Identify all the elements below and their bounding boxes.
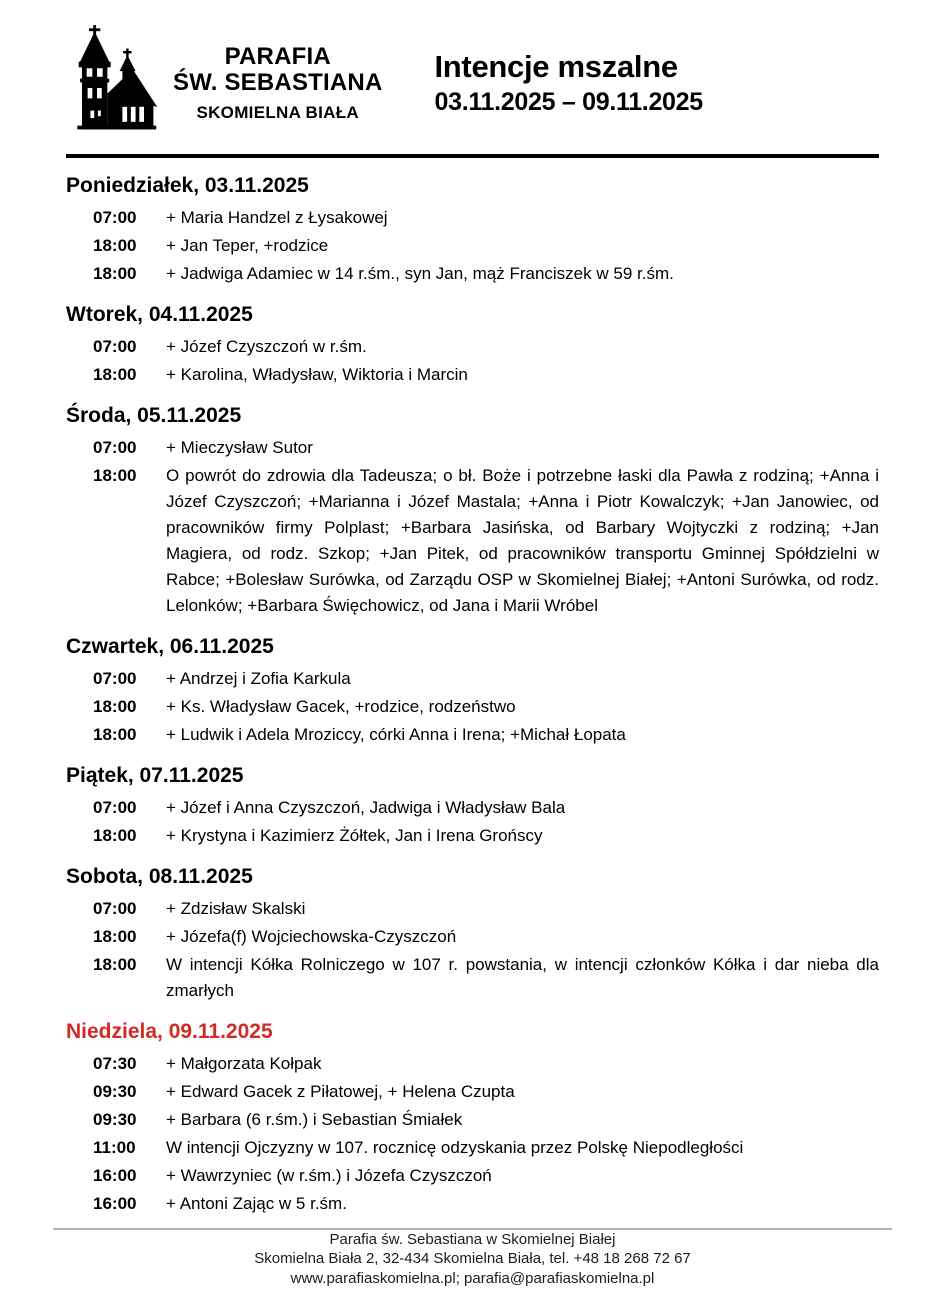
- mass-intention: + Mieczysław Sutor: [166, 438, 313, 457]
- mass-intention: + Edward Gacek z Piłatowej, + Helena Czupta: [166, 1082, 515, 1101]
- date-range: 03.11.2025 – 09.11.2025: [434, 88, 703, 116]
- mass-intention: + Andrzej i Zofia Karkula: [166, 669, 351, 688]
- mass-entry: [66, 924, 879, 950]
- mass-time: 07:00: [93, 337, 137, 356]
- parish-name-line3: SKOMIELNA BIAŁA: [196, 102, 359, 122]
- church-logo-icon: [66, 24, 160, 142]
- mass-entry: [66, 334, 879, 360]
- mass-intention: + Ludwik i Adela Mroziccy, córki Anna i Irena; +Michał Łopata: [166, 725, 626, 744]
- parish-name: [173, 44, 382, 122]
- mass-intention: + Józef Czyszczoń w r.śm.: [166, 337, 367, 356]
- mass-entry: [66, 205, 879, 231]
- mass-entry: [66, 1135, 879, 1161]
- mass-entry: [66, 463, 879, 619]
- mass-time: 18:00: [93, 927, 137, 946]
- day-heading: Środa, 05.11.2025: [66, 404, 242, 427]
- mass-intention: + Wawrzyniec (w r.śm.) i Józefa Czyszczoń: [166, 1166, 492, 1185]
- header: [66, 24, 879, 142]
- day-section: [66, 865, 879, 1004]
- footer-address-phone: Skomielna Biała 2, 32-434 Skomielna Biała, tel. +48 18 268 72 67: [254, 1250, 691, 1267]
- mass-entry: [66, 722, 879, 748]
- day-section: [66, 764, 879, 849]
- day-heading: Sobota, 08.11.2025: [66, 865, 253, 888]
- mass-entry: [66, 261, 879, 287]
- mass-intention: + Małgorzata Kołpak: [166, 1054, 322, 1073]
- mass-entry: [66, 896, 879, 922]
- mass-intention: + Maria Handzel z Łysakowej: [166, 208, 388, 227]
- mass-entry: [66, 435, 879, 461]
- mass-time: 18:00: [93, 264, 137, 283]
- mass-entry: [66, 1107, 879, 1133]
- parish-brand: [66, 24, 382, 142]
- mass-time: 18:00: [93, 826, 137, 845]
- mass-entry: [66, 952, 879, 1004]
- mass-time: 07:00: [93, 669, 137, 688]
- day-heading: Poniedziałek, 03.11.2025: [66, 174, 309, 197]
- mass-entry: [66, 1079, 879, 1105]
- parish-name-line2: ŚW. SEBASTIANA: [173, 69, 383, 97]
- day-section: [66, 303, 879, 388]
- mass-time: 18:00: [93, 236, 137, 255]
- mass-intention: + Józefa(f) Wojciechowska-Czyszczoń: [166, 927, 457, 946]
- mass-entry: [66, 233, 879, 259]
- mass-entry: [66, 1191, 879, 1217]
- mass-entry: [66, 795, 879, 821]
- mass-entry: [66, 823, 879, 849]
- mass-intention: W intencji Kółka Rolniczego w 107 r. powstania, w intencji członków Kółka i dar nieba dla zmarłych: [166, 955, 879, 1000]
- mass-time: 11:00: [93, 1138, 136, 1157]
- mass-time: 16:00: [93, 1166, 137, 1185]
- mass-time: 07:00: [93, 208, 137, 227]
- mass-time: 18:00: [93, 725, 137, 744]
- mass-intention: + Ks. Władysław Gacek, +rodzice, rodzeństwo: [166, 697, 516, 716]
- mass-intention: + Antoni Zając w 5 r.śm.: [166, 1194, 347, 1213]
- mass-time: 09:30: [93, 1082, 137, 1101]
- footer-web-email: www.parafiaskomielna.pl; parafia@parafiaskomielna.pl: [290, 1269, 655, 1287]
- mass-time: 16:00: [93, 1194, 137, 1213]
- mass-time: 18:00: [93, 466, 137, 485]
- schedule: [66, 158, 879, 1219]
- mass-time: 18:00: [93, 365, 137, 384]
- mass-entry: [66, 362, 879, 388]
- mass-intention: O powrót do zdrowia dla Tadeusza; o bł. Boże i potrzebne łaski dla Pawła z rodziną; +Anna i Józef Czyszczoń; +Marianna i Józef Mastala; +Anna i Piotr Kowalczyk; +Jan Janowiec, od pracowników firmy Polplast; +Barbara Jasińska, od Barbary Wojtyczki z rodziną; +Jan Magiera, od rodz. Szkop; +Jan Pitek, od pracowników transportu Gminnej Spółdzielni w Rabce; +Bolesław Surówka, od Zarządu OSP w Skomielnej Białej; +Antoni Surówka, od rodz. Lelonków; +Barbara Święchowicz, od Jana i Marii Wróbel: [166, 466, 879, 615]
- mass-time: 07:00: [93, 798, 137, 817]
- mass-time: 18:00: [93, 955, 137, 974]
- day-section: [66, 404, 879, 619]
- mass-intention: + Zdzisław Skalski: [166, 899, 306, 918]
- day-heading: Wtorek, 04.11.2025: [66, 303, 253, 326]
- mass-intention: + Jadwiga Adamiec w 14 r.śm., syn Jan, mąż Franciszek w 59 r.śm.: [166, 264, 674, 283]
- mass-entry: [66, 694, 879, 720]
- mass-intention: + Barbara (6 r.śm.) i Sebastian Śmiałek: [166, 1110, 463, 1129]
- mass-entry: [66, 1163, 879, 1189]
- mass-entry: [66, 666, 879, 692]
- mass-time: 18:00: [93, 697, 137, 716]
- mass-intention: + Jan Teper, +rodzice: [166, 236, 329, 255]
- mass-time: 07:00: [93, 438, 137, 457]
- mass-time: 07:00: [93, 899, 137, 918]
- day-section: [66, 174, 879, 287]
- mass-intention: W intencji Ojczyzny w 107. rocznicę odzyskania przez Polskę Niepodległości: [166, 1138, 744, 1157]
- mass-intention: + Krystyna i Kazimierz Żółtek, Jan i Irena Grońscy: [166, 826, 543, 845]
- page-title: Intencje mszalne: [434, 49, 678, 84]
- mass-entry: [66, 1051, 879, 1077]
- footer: [66, 1228, 879, 1288]
- day-section: [66, 635, 879, 748]
- mass-time: 09:30: [93, 1110, 137, 1129]
- day-section: [66, 1020, 879, 1217]
- mass-intention: + Józef i Anna Czyszczoń, Jadwiga i Władysław Bala: [166, 798, 566, 817]
- day-heading: Niedziela, 09.11.2025: [66, 1020, 273, 1043]
- day-heading: Czwartek, 06.11.2025: [66, 635, 274, 658]
- mass-time: 07:30: [93, 1054, 137, 1073]
- day-heading: Piątek, 07.11.2025: [66, 764, 244, 787]
- parish-name-line1: PARAFIA: [224, 42, 331, 70]
- footer-parish-name: Parafia św. Sebastiana w Skomielnej Białej: [329, 1230, 616, 1248]
- mass-intention: + Karolina, Władysław, Wiktoria i Marcin: [166, 365, 468, 384]
- title-block: [434, 49, 702, 117]
